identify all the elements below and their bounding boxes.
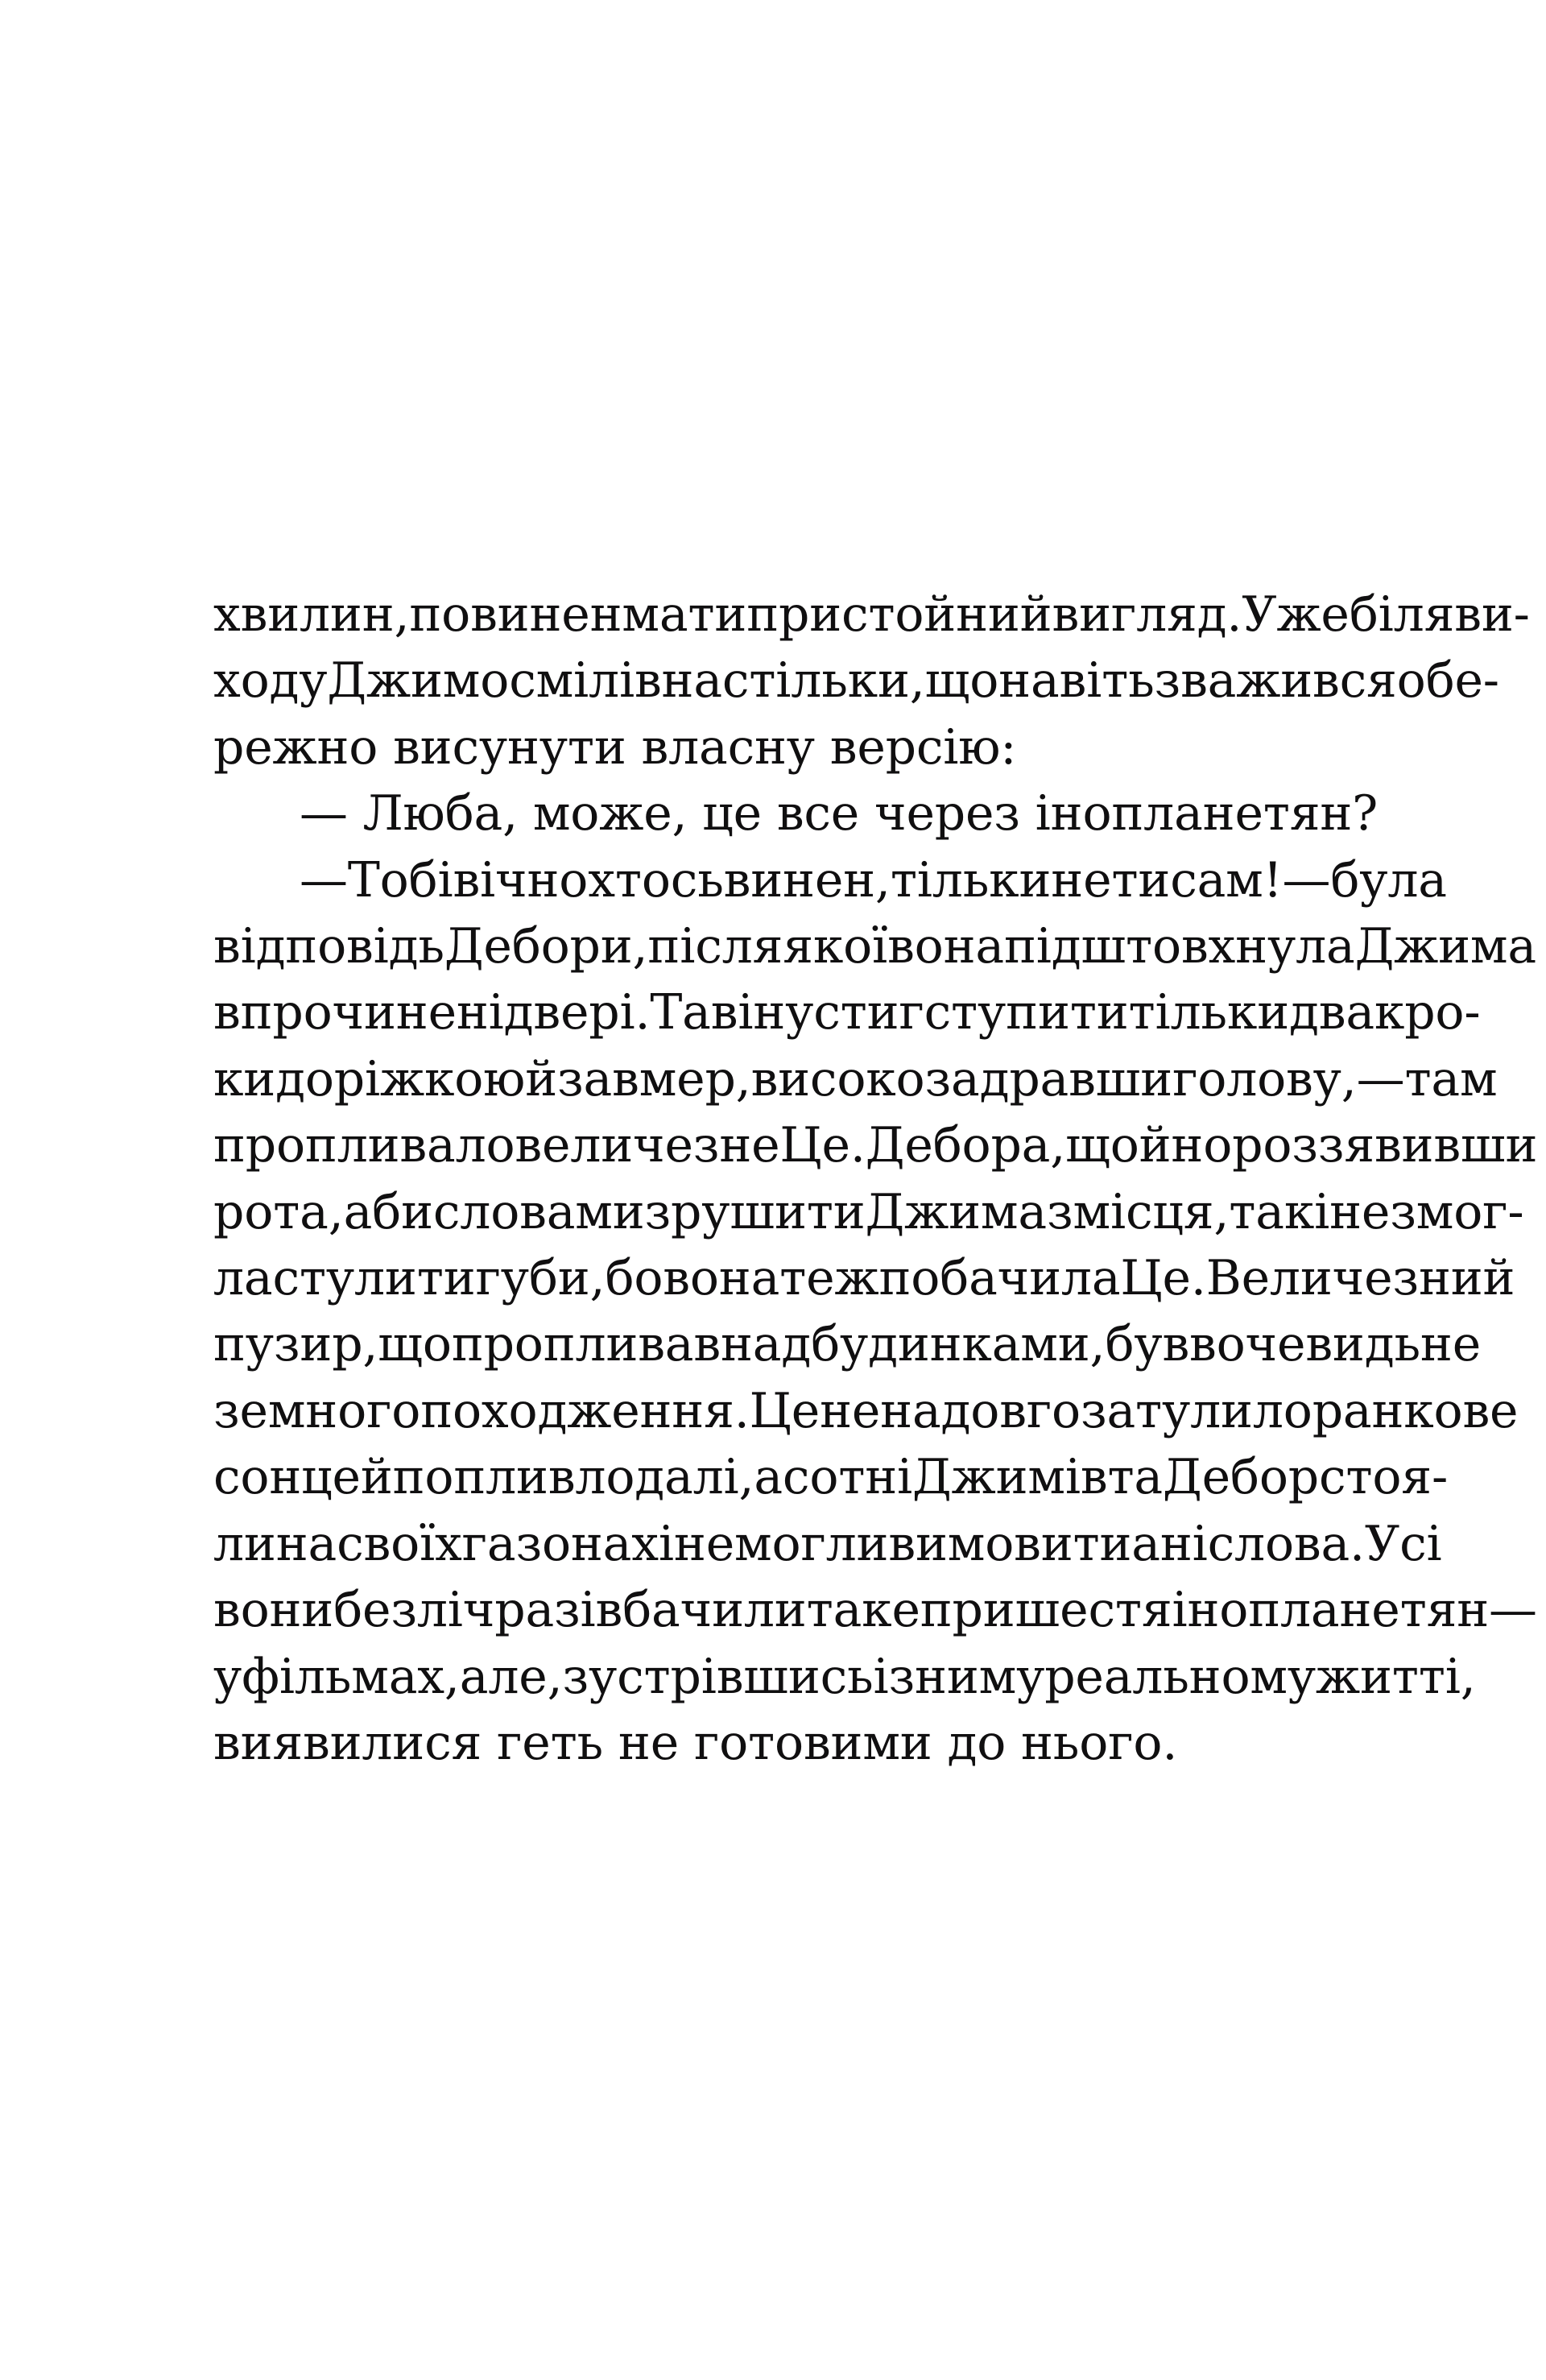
word: затулило	[1080, 1382, 1312, 1439]
word: Уже	[1242, 586, 1350, 643]
word: щойно	[1065, 1117, 1233, 1174]
word: був	[1105, 1316, 1190, 1373]
line-text: виявилися геть не готовими до нього.	[213, 1714, 1178, 1771]
word: словами	[432, 1183, 645, 1240]
text-line	[213, 1378, 1519, 1444]
text-line	[213, 1444, 1449, 1510]
word: аби	[343, 1183, 433, 1240]
word: теж	[779, 1250, 879, 1307]
word: Дебор	[1163, 1449, 1319, 1506]
word: зважився	[1154, 652, 1397, 710]
word: ки	[213, 1050, 276, 1107]
word: на	[275, 1515, 337, 1572]
word: —	[1356, 1050, 1405, 1107]
word: сотні	[782, 1449, 913, 1506]
word: ла	[213, 1250, 273, 1307]
word: реальному	[1044, 1648, 1316, 1705]
word: настільки,	[661, 652, 925, 710]
word: вигляд.	[1052, 586, 1242, 643]
word: ти	[1111, 851, 1171, 909]
word: —	[1489, 1582, 1537, 1639]
word: Усі	[1364, 1515, 1442, 1572]
word: Дебора,	[865, 1117, 1066, 1174]
word: над	[720, 1316, 812, 1373]
word: навіть	[998, 652, 1155, 710]
word: і	[658, 1515, 674, 1572]
word: житті,	[1315, 1648, 1476, 1705]
word: пропливав	[451, 1316, 721, 1373]
word: могли	[734, 1515, 889, 1572]
word: не	[1329, 1183, 1391, 1240]
word: газонах	[461, 1515, 659, 1572]
word: Та	[650, 984, 711, 1041]
word: —	[300, 851, 348, 909]
text-line	[213, 1179, 1524, 1245]
word: вочевидь	[1189, 1316, 1420, 1373]
word: земного	[213, 1382, 421, 1439]
word: хтось	[588, 851, 724, 909]
word: Величезний	[1205, 1250, 1515, 1307]
text-line	[213, 1046, 1498, 1112]
word: а	[754, 1449, 783, 1506]
word: так	[1229, 1183, 1315, 1240]
word: разів	[494, 1582, 623, 1639]
word: винен,	[723, 851, 891, 909]
word: із	[873, 1648, 916, 1705]
word: Джима	[865, 1183, 1047, 1240]
text-line	[213, 1710, 1334, 1776]
word: величезне	[515, 1117, 780, 1174]
word: Це	[749, 1382, 821, 1439]
text-line	[213, 714, 1334, 780]
word: ненадовго	[820, 1382, 1081, 1439]
word: губи,	[475, 1250, 606, 1307]
word: в	[213, 984, 241, 1041]
word: далі,	[635, 1449, 754, 1506]
word: обе-	[1396, 652, 1499, 710]
word: якої	[783, 918, 888, 975]
text-line	[213, 847, 1447, 913]
word: ані	[1131, 1515, 1208, 1572]
word: вона	[887, 918, 1004, 975]
word: і	[1314, 1183, 1330, 1240]
word: рота,	[213, 1183, 344, 1240]
word: не	[673, 1515, 735, 1572]
word: таке	[806, 1582, 920, 1639]
word: пришестя	[920, 1582, 1172, 1639]
word: Джим	[327, 652, 481, 710]
word: кро-	[1374, 984, 1481, 1041]
word: біля	[1349, 586, 1455, 643]
word: пристойний	[746, 586, 1052, 643]
text-line	[213, 1112, 1538, 1178]
word: двері.	[503, 984, 651, 1041]
text-line	[213, 1245, 1515, 1311]
word: стулити	[272, 1250, 476, 1307]
word: змог-	[1390, 1183, 1524, 1240]
word: задравши	[924, 1050, 1173, 1107]
word: слова.	[1207, 1515, 1365, 1572]
word: у	[213, 1648, 242, 1705]
word: й	[525, 1050, 558, 1107]
word: не	[1420, 1316, 1482, 1373]
word: своїх	[337, 1515, 462, 1572]
word: зустрівшись	[562, 1648, 874, 1705]
word: вона	[663, 1250, 780, 1307]
word: відповідь	[213, 918, 444, 975]
word: не	[1051, 851, 1112, 909]
text-line	[213, 780, 1379, 846]
word: хвилин,	[213, 586, 410, 643]
word: місця,	[1073, 1183, 1230, 1240]
word: безліч	[333, 1582, 495, 1639]
word: що	[924, 652, 999, 710]
word: він	[710, 984, 786, 1041]
word: стоя-	[1318, 1449, 1449, 1506]
word: ступити	[924, 984, 1129, 1041]
text-line	[213, 648, 1499, 714]
word: й	[360, 1449, 393, 1506]
word: будинками,	[811, 1316, 1106, 1373]
word: осмілів	[480, 652, 662, 710]
word: що	[378, 1316, 452, 1373]
word: завмер,	[557, 1050, 751, 1107]
text-line	[213, 1311, 1482, 1377]
word: бачили	[622, 1582, 807, 1639]
line-text: — Люба, може, це все через інопланетян?	[300, 785, 1379, 842]
word: мати	[622, 586, 747, 643]
word: прочинені	[240, 984, 504, 1041]
word: високо	[750, 1050, 925, 1107]
word: доріжкою	[275, 1050, 526, 1107]
word: роззявивши	[1232, 1117, 1538, 1174]
word: тільки	[1128, 984, 1289, 1041]
word: устиг	[785, 984, 924, 1041]
word: походження.	[420, 1382, 750, 1439]
text-line	[213, 1511, 1442, 1577]
word: —	[1282, 851, 1331, 909]
word: підштовхнула	[1003, 918, 1355, 975]
word: там	[1404, 1050, 1498, 1107]
word: але,	[459, 1648, 563, 1705]
text-line	[213, 1644, 1476, 1710]
word: Джимів	[912, 1449, 1108, 1506]
word: з	[1046, 1183, 1073, 1240]
word: ранкове	[1312, 1382, 1519, 1439]
word: ли	[213, 1515, 276, 1572]
text-line	[213, 979, 1481, 1045]
text-line	[213, 582, 1530, 648]
word: ходу	[213, 652, 328, 710]
word: ви-	[1454, 586, 1530, 643]
word: після	[647, 918, 783, 975]
word: ним	[915, 1648, 1017, 1705]
word: фільмах,	[242, 1648, 460, 1705]
word-group	[213, 847, 348, 913]
line-text: режно висунути власну версію:	[213, 718, 1017, 776]
word: пропливало	[213, 1117, 515, 1174]
word: бо	[605, 1250, 663, 1307]
word: Це.	[779, 1117, 866, 1174]
word: сам!	[1170, 851, 1283, 909]
word: Тобі	[347, 851, 453, 909]
word: два	[1289, 984, 1374, 1041]
word: побачила	[878, 1250, 1121, 1307]
word: пузир,	[213, 1316, 378, 1373]
word: інопланетян	[1172, 1582, 1490, 1639]
word: голову,	[1172, 1050, 1357, 1107]
word: вічно	[453, 851, 589, 909]
word: сонце	[213, 1449, 361, 1506]
page-text-block	[213, 582, 1538, 1776]
word: Це.	[1120, 1250, 1206, 1307]
text-line	[213, 1577, 1537, 1643]
word: вимовити	[888, 1515, 1132, 1572]
word: та	[1107, 1449, 1164, 1506]
word: повинен	[409, 586, 622, 643]
word: була	[1330, 851, 1447, 909]
word: у	[1016, 1648, 1045, 1705]
word: Джима	[1354, 918, 1536, 975]
word: зрушити	[644, 1183, 866, 1240]
text-line	[213, 913, 1536, 979]
word: попливло	[392, 1449, 635, 1506]
word: тільки	[890, 851, 1052, 909]
word: Дебори,	[444, 918, 648, 975]
word: вони	[213, 1582, 334, 1639]
